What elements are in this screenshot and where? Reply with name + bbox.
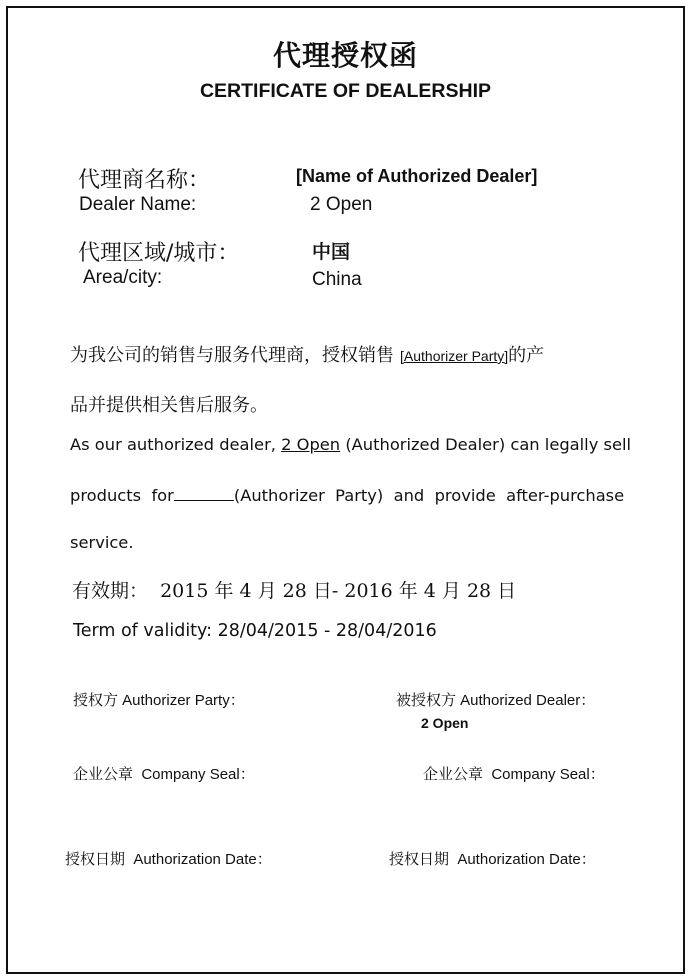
- authorizer-date-label: 授权日期 Authorization Date：: [65, 851, 272, 868]
- statement-english-line2-b: (Authorizer Party) and provide after-purchase: [233, 486, 625, 505]
- dealer-seal-label: 企业公章 Company Seal：: [423, 766, 605, 783]
- statement-english-line3: service.: [70, 533, 134, 552]
- statement-chinese-line2: 品并提供相关售后服务。: [70, 395, 268, 416]
- statement-english-part1: As our authorized dealer,: [70, 435, 282, 454]
- authorized-dealer-value: 2 Open: [421, 715, 469, 731]
- authorizer-party-blank: [174, 484, 234, 501]
- statement-english-line2: [70, 484, 624, 505]
- statement-english-line2-a: products for: [70, 486, 174, 505]
- statement-english-dealer: 2 Open: [281, 435, 341, 454]
- title-chinese: 代理授权函: [272, 39, 418, 72]
- title-english: CERTIFICATE OF DEALERSHIP: [199, 80, 492, 102]
- area-value-chinese: 中国: [312, 241, 351, 263]
- validity-chinese: 有效期： 2015 年 4 月 28 日- 2016 年 4 月 28 日: [72, 580, 517, 602]
- statement-english-line1: [70, 435, 631, 454]
- area-value-english: China: [312, 269, 362, 290]
- area-label-chinese: 代理区域/城市：: [78, 241, 240, 266]
- validity-english: Term of validity: 28/04/2015 - 28/04/2016: [73, 621, 437, 641]
- statement-english-part2: (Authorized Dealer) can legally sell: [340, 435, 632, 454]
- authorizer-seal-label: 企业公章 Company Seal：: [73, 766, 255, 783]
- authorizer-party-label: 授权方 Authorizer Party：: [73, 692, 245, 709]
- dealer-label-chinese: 代理商名称：: [78, 168, 211, 193]
- statement-chinese-part2: 的产: [508, 345, 545, 366]
- authorizer-party-placeholder: [Authorizer Party]: [400, 348, 509, 364]
- dealer-date-label: 授权日期 Authorization Date：: [389, 851, 596, 868]
- dealer-name-placeholder: [Name of Authorized Dealer]: [296, 166, 538, 186]
- authorized-dealer-label: 被授权方 Authorized Dealer：: [396, 692, 596, 709]
- area-label-english: Area/city:: [83, 267, 163, 288]
- statement-chinese-part1: 为我公司的销售与服务代理商，授权销售: [70, 345, 394, 366]
- statement-chinese-line1: [70, 341, 544, 367]
- dealer-label-english: Dealer Name:: [79, 194, 197, 215]
- dealer-name-value: 2 Open: [310, 194, 373, 215]
